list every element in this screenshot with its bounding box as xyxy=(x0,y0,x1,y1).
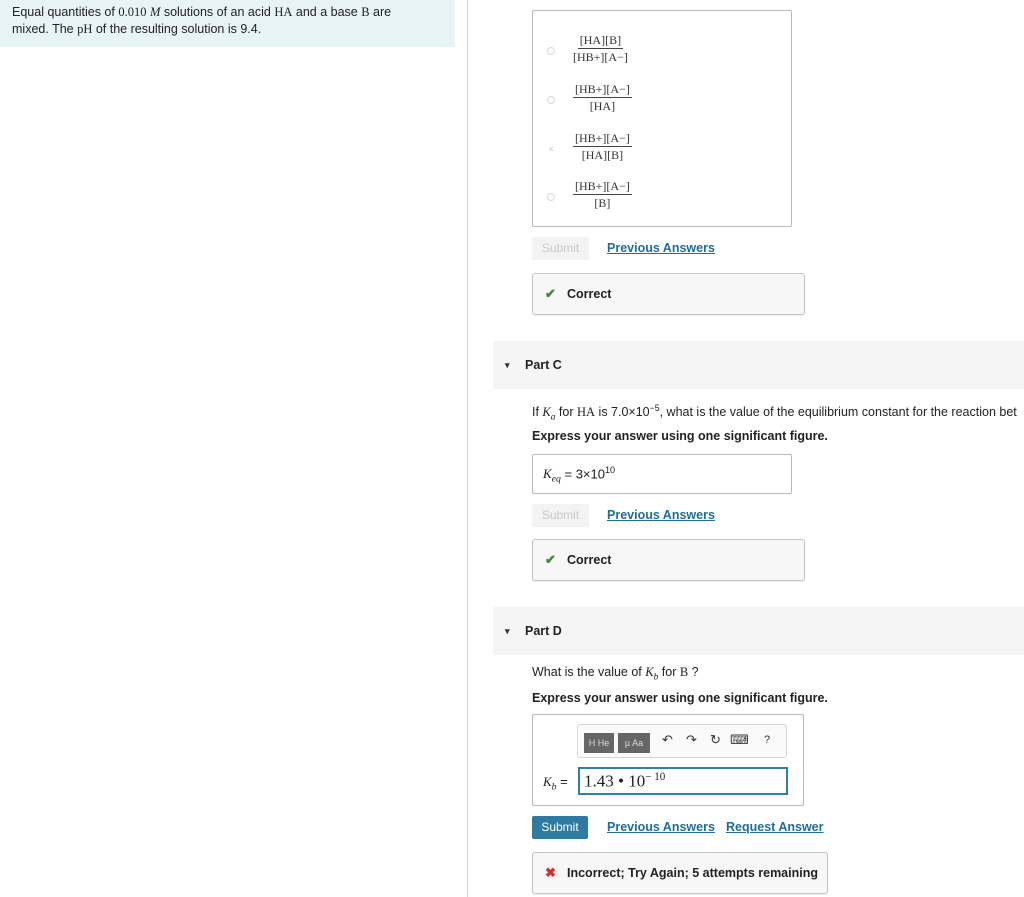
caret-down-icon: ▾ xyxy=(505,360,510,370)
problem-text-6: of the resulting solution is 9.4. xyxy=(92,22,262,36)
problem-text-1: Equal quantities of xyxy=(12,5,119,19)
choice-fraction xyxy=(573,33,628,64)
fraction-numerator: [HA][B] xyxy=(579,33,622,47)
molarity-unit: M xyxy=(149,5,161,19)
previous-answers-link-part-c[interactable]: Previous Answers xyxy=(607,508,715,522)
part-d-instruction: Express your answer using one significant figure. xyxy=(532,691,828,705)
radio-button[interactable] xyxy=(547,96,555,104)
base-symbol: B xyxy=(679,665,689,679)
choice-option-2[interactable] xyxy=(533,82,791,122)
fraction-denominator: [HB+][A−] xyxy=(573,50,628,64)
acid-symbol: HA xyxy=(274,5,293,19)
help-icon[interactable]: ? xyxy=(764,734,771,746)
equals-sign: = xyxy=(560,774,568,789)
choice-fraction xyxy=(573,131,632,162)
feedback-correct-part-c xyxy=(532,539,805,581)
radio-button[interactable] xyxy=(547,193,555,201)
question-text: is 7.0×10 xyxy=(595,405,650,420)
part-c-instruction: Express your answer using one significant figure. xyxy=(532,429,828,443)
fraction-numerator: [HB+][A−] xyxy=(575,131,630,145)
problem-text-2: solutions of an acid xyxy=(160,5,275,19)
fraction-numerator: [HB+][A−] xyxy=(575,82,630,96)
fraction-numerator: [HB+][A−] xyxy=(575,179,630,193)
feedback-correct-part-b xyxy=(532,273,805,315)
answer-exponent: 10 xyxy=(605,465,616,475)
part-d-question xyxy=(532,665,699,683)
choice-option-3[interactable] xyxy=(533,131,791,171)
kb-symbol: $K_b$ xyxy=(645,665,659,683)
concentration-value: 0.010 xyxy=(118,5,147,19)
request-answer-link[interactable]: Request Answer xyxy=(726,820,824,834)
question-text: , what is the value of the equilibrium constant for the reaction bet xyxy=(659,405,1017,420)
problem-statement xyxy=(0,0,455,47)
fraction-denominator: [B] xyxy=(594,196,611,210)
caret-down-icon: ▾ xyxy=(505,626,510,636)
submit-button-part-b[interactable]: Submit xyxy=(532,237,589,260)
panel-divider xyxy=(467,0,468,897)
ph-symbol: pH xyxy=(77,22,93,36)
problem-text-3: and a base xyxy=(292,5,362,19)
part-d-label: Part D xyxy=(525,624,562,638)
redo-icon[interactable]: ↷ xyxy=(686,732,697,747)
fraction-denominator: [HA][B] xyxy=(581,148,624,162)
acid-symbol: HA xyxy=(577,405,596,420)
previous-answers-link-part-b[interactable]: Previous Answers xyxy=(607,241,715,255)
feedback-text: Correct xyxy=(567,287,612,301)
reset-icon[interactable]: ↻ xyxy=(710,732,721,747)
submit-button-part-c[interactable]: Submit xyxy=(532,504,589,527)
feedback-text: Incorrect; Try Again; 5 attempts remaining xyxy=(567,866,818,880)
choice-fraction xyxy=(573,179,632,210)
question-text: If xyxy=(532,405,543,420)
math-answer-editor xyxy=(532,714,804,806)
kb-symbol: $K_b$ xyxy=(543,774,557,793)
base-symbol: B xyxy=(361,5,370,19)
part-c-label: Part C xyxy=(525,358,562,372)
ka-symbol: $K_a$ xyxy=(542,405,556,423)
exponent: −5 xyxy=(649,403,660,413)
keq-answer-box xyxy=(532,454,792,494)
input-mantissa: 1.43 • 10 xyxy=(584,771,646,791)
part-c-header[interactable] xyxy=(493,341,1024,389)
choice-fraction xyxy=(573,82,632,113)
choice-option-1[interactable] xyxy=(533,33,791,73)
part-d-header[interactable] xyxy=(493,607,1024,655)
feedback-text: Correct xyxy=(567,553,612,567)
equals-sign: = xyxy=(560,466,576,482)
kb-answer-input[interactable] xyxy=(578,767,788,795)
cross-icon: ✖ xyxy=(545,865,556,880)
question-text: ? xyxy=(688,665,699,679)
check-icon: ✔ xyxy=(545,552,556,567)
templates-button[interactable]: H He xyxy=(584,733,614,753)
kb-answer-label xyxy=(543,774,568,793)
fraction-denominator: [HA] xyxy=(589,99,616,113)
multiple-choice-box xyxy=(532,10,792,227)
previous-answers-link-part-d[interactable]: Previous Answers xyxy=(607,820,715,834)
radio-button-selected[interactable]: × xyxy=(548,144,554,154)
input-exponent: − 10 xyxy=(645,771,666,783)
question-text: for xyxy=(555,405,577,420)
question-text: What is the value of xyxy=(532,665,646,679)
keyboard-icon[interactable]: ⌨ xyxy=(730,732,749,747)
editor-toolbar xyxy=(577,724,787,758)
problem-text-5: mixed. The xyxy=(12,22,78,36)
answer-mantissa: 3×10 xyxy=(575,466,605,482)
keq-symbol: $K_{eq}$ xyxy=(543,466,561,485)
undo-icon[interactable]: ↶ xyxy=(662,732,673,747)
check-icon: ✔ xyxy=(545,286,556,301)
problem-text-4: are xyxy=(369,5,392,19)
choice-option-4[interactable] xyxy=(533,179,791,219)
submit-button-part-d[interactable]: Submit xyxy=(532,816,588,839)
radio-button[interactable] xyxy=(547,47,555,55)
feedback-incorrect-part-d xyxy=(532,852,828,894)
symbols-button[interactable]: µ Aa xyxy=(618,733,650,753)
part-c-question xyxy=(532,403,1017,423)
question-text: for xyxy=(658,665,680,679)
